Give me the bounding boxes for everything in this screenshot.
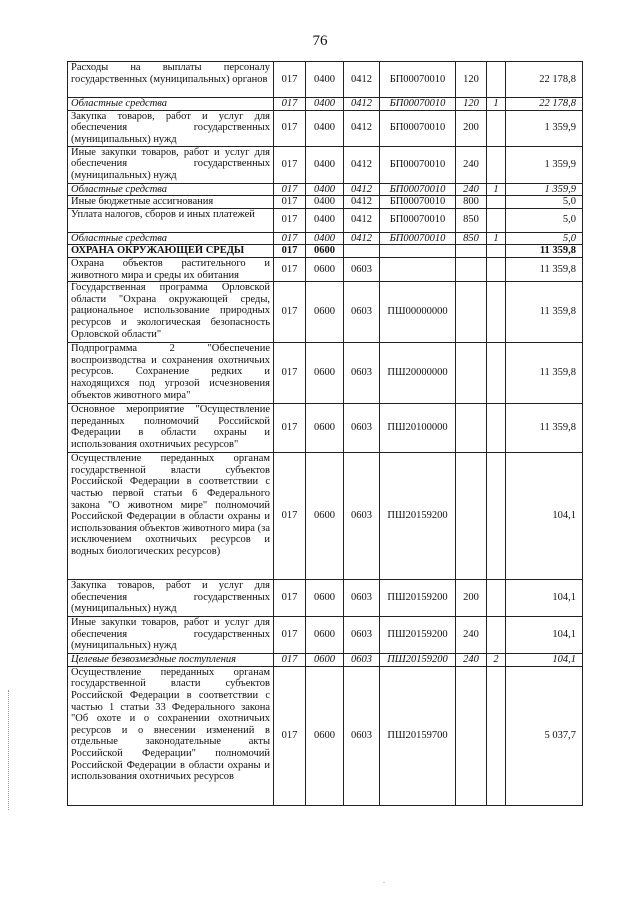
cell-section: 0400: [306, 183, 344, 196]
cell-source: [487, 146, 506, 183]
cell-target-article: ПШ20159200: [380, 617, 456, 654]
cell-ministry-code: 017: [274, 257, 306, 281]
cell-name: Областные средства: [68, 98, 274, 111]
cell-section: 0600: [306, 245, 344, 258]
cell-target-article: БП00070010: [380, 146, 456, 183]
cell-expense-type: [456, 245, 487, 258]
table-row: [68, 208, 583, 232]
cell-expense-type: 120: [456, 98, 487, 111]
cell-amount: 104,1: [506, 654, 583, 667]
cell-ministry-code: 017: [274, 146, 306, 183]
cell-subsection: 0603: [344, 666, 380, 805]
cell-section: 0400: [306, 62, 344, 98]
cell-amount: 1 359,9: [506, 146, 583, 183]
cell-subsection: 0412: [344, 62, 380, 98]
cell-source: [487, 62, 506, 98]
cell-amount: 11 359,8: [506, 343, 583, 404]
cell-expense-type: 240: [456, 617, 487, 654]
cell-expense-type: 240: [456, 654, 487, 667]
cell-name: Подпрограмма 2 "Обеспечение воспроизводства и сохранения охотничьих ресурсов. Сохранение редких и находящихся под угрозой исчезновения объектов животного мира": [68, 343, 274, 404]
cell-section: 0400: [306, 208, 344, 232]
cell-subsection: 0603: [344, 404, 380, 453]
cell-subsection: [344, 245, 380, 258]
cell-expense-type: 850: [456, 208, 487, 232]
cell-amount: 11 359,8: [506, 404, 583, 453]
cell-name: Охрана объектов растительного и животного мира и среды их обитания: [68, 257, 274, 281]
cell-subsection: 0412: [344, 110, 380, 146]
cell-source: [487, 257, 506, 281]
cell-subsection: 0603: [344, 343, 380, 404]
cell-expense-type: 120: [456, 62, 487, 98]
cell-source: [487, 343, 506, 404]
table-row: [68, 146, 583, 183]
cell-amount: 5,0: [506, 208, 583, 232]
cell-target-article: ПШ20159200: [380, 580, 456, 617]
cell-section: 0400: [306, 98, 344, 111]
cell-amount: 22 178,8: [506, 98, 583, 111]
cell-section: 0600: [306, 404, 344, 453]
cell-amount: 11 359,8: [506, 282, 583, 343]
cell-ministry-code: 017: [274, 282, 306, 343]
cell-source: 1: [487, 183, 506, 196]
cell-subsection: 0603: [344, 580, 380, 617]
cell-subsection: 0603: [344, 654, 380, 667]
cell-amount: 1 359,9: [506, 110, 583, 146]
cell-section: 0600: [306, 453, 344, 580]
cell-source: [487, 282, 506, 343]
cell-subsection: 0412: [344, 208, 380, 232]
table-row: [68, 453, 583, 580]
cell-name: Осуществление переданных органам государственной власти субъектов Российской Федерации в соответствии с частью первой статьи 6 Федерального закона "О животном мире" полномочий Российской Федерации в области охраны и использования объектов животного мира (за исключением охотничьих ресурсов и водных биологических ресурсов): [68, 453, 274, 580]
cell-expense-type: 240: [456, 183, 487, 196]
table-row: [68, 404, 583, 453]
cell-subsection: 0603: [344, 282, 380, 343]
cell-expense-type: 850: [456, 232, 487, 245]
scan-dot: .: [383, 876, 385, 885]
cell-ministry-code: 017: [274, 62, 306, 98]
table-row: [68, 110, 583, 146]
cell-section: 0400: [306, 196, 344, 209]
cell-name: Осуществление переданных органам государственной власти субъектов Российской Федерации в соответствии с частью 1 статьи 33 Федерального закона "Об охоте и о сохранении охотничьих ресурсов и о внесении изменений в отдельные законодательные акты Российской Федерации" полномочий Российской Федерации в области охраны и использования охотничьих ресурсов: [68, 666, 274, 805]
cell-ministry-code: 017: [274, 343, 306, 404]
cell-amount: 11 359,8: [506, 257, 583, 281]
cell-amount: 5,0: [506, 232, 583, 245]
cell-target-article: [380, 257, 456, 281]
cell-target-article: ПШ20159200: [380, 453, 456, 580]
cell-ministry-code: 017: [274, 110, 306, 146]
budget-table: [67, 61, 583, 806]
cell-name: Закупка товаров, работ и услуг для обеспечения государственных (муниципальных) нужд: [68, 580, 274, 617]
table-row: [68, 245, 583, 258]
cell-amount: 104,1: [506, 617, 583, 654]
cell-target-article: ПШ20159200: [380, 654, 456, 667]
cell-target-article: БП00070010: [380, 98, 456, 111]
cell-section: 0400: [306, 146, 344, 183]
cell-target-article: БП00070010: [380, 196, 456, 209]
table-row: [68, 183, 583, 196]
cell-name: Целевые безвозмездные поступления: [68, 654, 274, 667]
cell-ministry-code: 017: [274, 666, 306, 805]
cell-target-article: БП00070010: [380, 208, 456, 232]
cell-amount: 5,0: [506, 196, 583, 209]
cell-expense-type: [456, 343, 487, 404]
cell-section: 0600: [306, 666, 344, 805]
cell-name: Государственная программа Орловской области "Охрана окружающей среды, рациональное использование природных ресурсов и экологическая безопасность Орловской области": [68, 282, 274, 343]
cell-ministry-code: 017: [274, 245, 306, 258]
cell-source: [487, 208, 506, 232]
cell-ministry-code: 017: [274, 580, 306, 617]
cell-expense-type: [456, 282, 487, 343]
cell-subsection: 0603: [344, 453, 380, 580]
cell-ministry-code: 017: [274, 196, 306, 209]
cell-target-article: ПШ20100000: [380, 404, 456, 453]
table-body: [68, 62, 583, 806]
cell-expense-type: [456, 404, 487, 453]
cell-section: 0400: [306, 110, 344, 146]
cell-target-article: БП00070010: [380, 62, 456, 98]
cell-expense-type: 240: [456, 146, 487, 183]
cell-expense-type: [456, 257, 487, 281]
cell-name: Уплата налогов, сборов и иных платежей: [68, 208, 274, 232]
table-row: [68, 282, 583, 343]
cell-section: 0600: [306, 257, 344, 281]
cell-subsection: 0412: [344, 232, 380, 245]
margin-mark: [8, 690, 15, 810]
cell-expense-type: 200: [456, 110, 487, 146]
cell-source: [487, 196, 506, 209]
cell-ministry-code: 017: [274, 208, 306, 232]
cell-subsection: 0412: [344, 196, 380, 209]
cell-ministry-code: 017: [274, 98, 306, 111]
cell-target-article: [380, 245, 456, 258]
cell-source: [487, 666, 506, 805]
cell-target-article: БП00070010: [380, 183, 456, 196]
table-row: [68, 98, 583, 111]
cell-expense-type: [456, 666, 487, 805]
cell-amount: 104,1: [506, 580, 583, 617]
cell-section: 0600: [306, 282, 344, 343]
table-row: [68, 232, 583, 245]
table-row: [68, 62, 583, 98]
cell-target-article: ПШ20000000: [380, 343, 456, 404]
table-row: [68, 196, 583, 209]
cell-ministry-code: 017: [274, 232, 306, 245]
cell-name: Расходы на выплаты персоналу государственных (муниципальных) органов: [68, 62, 274, 98]
cell-amount: 104,1: [506, 453, 583, 580]
cell-name: Областные средства: [68, 183, 274, 196]
cell-source: [487, 404, 506, 453]
table-row: [68, 580, 583, 617]
cell-section: 0400: [306, 232, 344, 245]
table-row: [68, 343, 583, 404]
cell-source: 1: [487, 98, 506, 111]
cell-expense-type: [456, 453, 487, 580]
page-number: 76: [312, 33, 328, 49]
cell-ministry-code: 017: [274, 404, 306, 453]
cell-subsection: 0603: [344, 257, 380, 281]
cell-source: 1: [487, 232, 506, 245]
cell-target-article: ПШ00000000: [380, 282, 456, 343]
cell-section: 0600: [306, 654, 344, 667]
cell-expense-type: 800: [456, 196, 487, 209]
cell-section: 0600: [306, 343, 344, 404]
cell-section: 0600: [306, 617, 344, 654]
cell-subsection: 0412: [344, 98, 380, 111]
cell-name: Основное мероприятие "Осуществление переданных полномочий Российской Федерации в области охраны и использования охотничьих ресурсов": [68, 404, 274, 453]
table-row: [68, 617, 583, 654]
cell-name: ОХРАНА ОКРУЖАЮЩЕЙ СРЕДЫ: [68, 245, 274, 258]
cell-source: [487, 110, 506, 146]
cell-ministry-code: 017: [274, 617, 306, 654]
cell-source: [487, 245, 506, 258]
cell-expense-type: 200: [456, 580, 487, 617]
cell-name: Закупка товаров, работ и услуг для обеспечения государственных (муниципальных) нужд: [68, 110, 274, 146]
cell-ministry-code: 017: [274, 183, 306, 196]
cell-target-article: ПШ20159700: [380, 666, 456, 805]
cell-subsection: 0603: [344, 617, 380, 654]
cell-name: Областные средства: [68, 232, 274, 245]
cell-name: Иные закупки товаров, работ и услуг для обеспечения государственных (муниципальных) нужд: [68, 617, 274, 654]
cell-target-article: БП00070010: [380, 110, 456, 146]
cell-source: 2: [487, 654, 506, 667]
cell-name: Иные закупки товаров, работ и услуг для обеспечения государственных (муниципальных) нужд: [68, 146, 274, 183]
table-row: [68, 666, 583, 805]
cell-source: [487, 580, 506, 617]
cell-subsection: 0412: [344, 146, 380, 183]
cell-target-article: БП00070010: [380, 232, 456, 245]
cell-amount: 11 359,8: [506, 245, 583, 258]
cell-source: [487, 453, 506, 580]
cell-ministry-code: 017: [274, 453, 306, 580]
cell-amount: 5 037,7: [506, 666, 583, 805]
cell-amount: 1 359,9: [506, 183, 583, 196]
cell-amount: 22 178,8: [506, 62, 583, 98]
cell-section: 0600: [306, 580, 344, 617]
cell-name: Иные бюджетные ассигнования: [68, 196, 274, 209]
cell-ministry-code: 017: [274, 654, 306, 667]
cell-subsection: 0412: [344, 183, 380, 196]
table-row: [68, 257, 583, 281]
table-row: [68, 654, 583, 667]
cell-source: [487, 617, 506, 654]
